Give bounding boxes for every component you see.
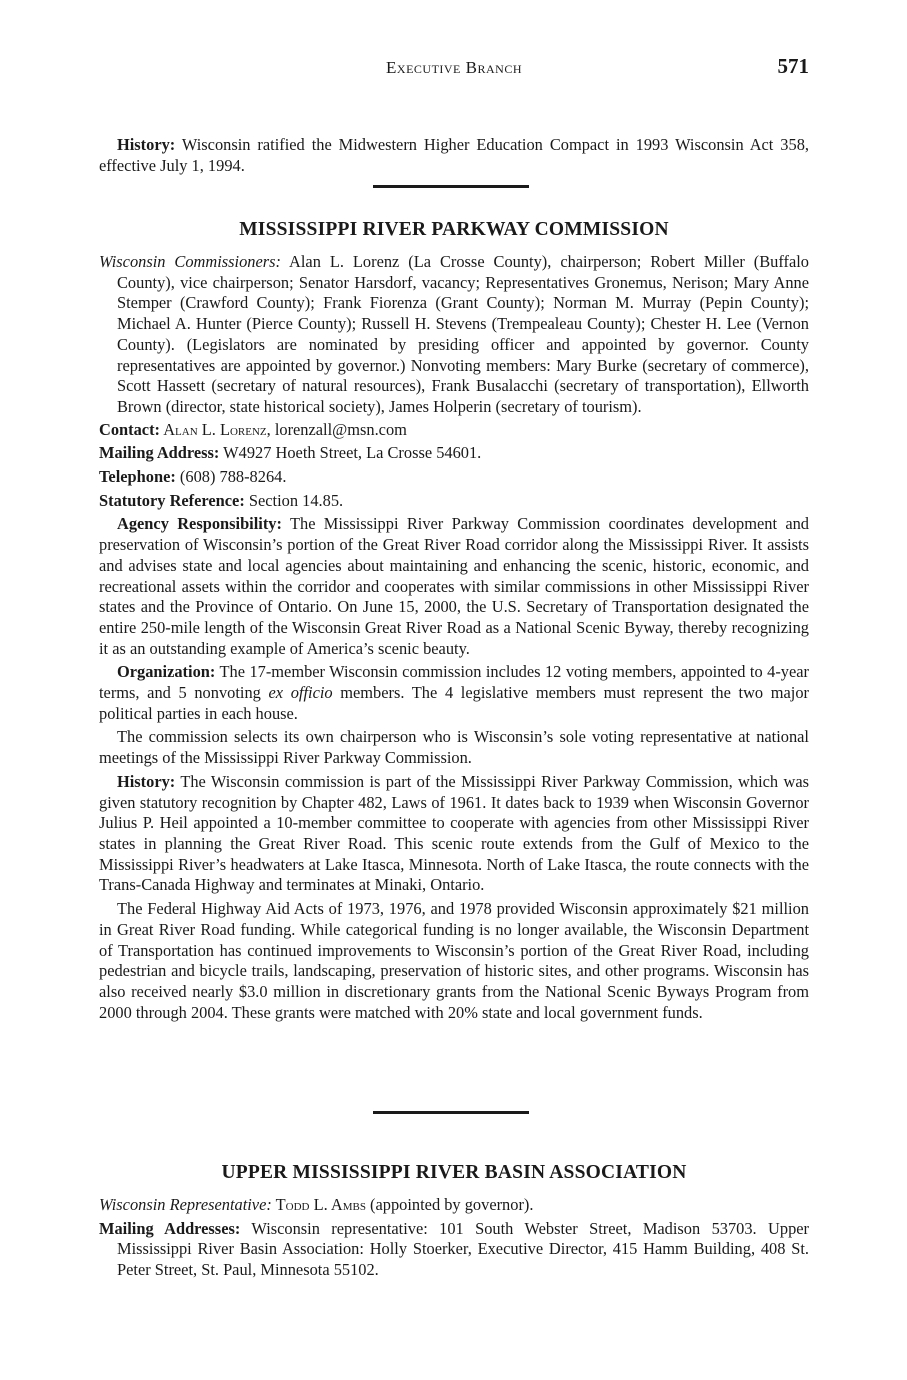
history-paragraph (99, 772, 809, 896)
contact-line (99, 420, 809, 441)
organization-italic: ex officio (268, 683, 333, 703)
telephone-text: (608) 788-8264. (175, 467, 287, 487)
commissioners-label: Wisconsin Commissioners: (99, 252, 281, 271)
running-title: Executive Branch (386, 58, 522, 77)
statutory-text: Section 14.85. (244, 490, 344, 510)
representative-name: Todd L. Ambs (271, 1195, 366, 1214)
compact-history-paragraph (99, 135, 809, 176)
representative-label: Wisconsin Representative: (99, 1195, 272, 1214)
umrba-section (99, 1195, 809, 1281)
organization-text-2: members. The 4 legislative members must represent the two major political parties in each house. (99, 683, 809, 723)
statutory-label: Statutory Reference: (99, 490, 245, 510)
agency-label: Agency Responsibility: (117, 514, 282, 534)
representative-line (99, 1195, 809, 1216)
umrba-mailing-text: Wisconsin representative: 101 South Webster Street, Madison 53703. Upper Mississippi River Basin Association: Holly Stoerker, Executive Director, 415 Hamm Building, 408 St. Peter Street, St. Paul, Minnesota 55102. (117, 1218, 809, 1280)
agency-responsibility-paragraph (99, 514, 809, 659)
telephone-label: Telephone: (99, 467, 176, 487)
telephone-line (99, 467, 809, 488)
section-divider-2 (373, 1111, 529, 1114)
organization-label: Organization: (117, 662, 216, 682)
mailing-address-line (99, 443, 809, 464)
organization-paragraph (99, 662, 809, 724)
section-divider (373, 185, 529, 188)
chairperson-paragraph: The commission selects its own chairperson who is Wisconsin’s sole voting representative at national meetings of the Mississippi River Parkway Commission. (99, 727, 809, 768)
section-heading-mrpc: MISSISSIPPI RIVER PARKWAY COMMISSION (239, 219, 669, 240)
funding-paragraph: The Federal Highway Aid Acts of 1973, 1976, and 1978 provided Wisconsin approximately $21 million in Great River Road funding. While categorical funding is no longer available, the Wisconsin Department of Transportation has continued improvements to Wisconsin’s portion of the Great River Road, including pedestrian and bicycle trails, landscaping, preservation of historic sites, and other programs. Wisconsin has also received nearly $3.0 million in discretionary grants from the National Scenic Byways Program from 2000 through 2004. These grants were matched with 20% state and local government funds. (99, 899, 809, 1022)
commissioners-text: Alan L. Lorenz (La Crosse County), chairperson; Robert Miller (Buffalo County), vice chairperson; Senator Harsdorf, vacancy; Representatives Gronemus, Nerison; Mary Anne Stemper (Crawford County); Frank Fiorenza (Grant County); Norman M. Murray (Pepin County); Michael A. Hunter (Pierce County); Russell H. Stevens (Trempealeau County); Chester H. Lee (Vernon County). (Legislators are nominated by presiding officer and appointed by governor. County representatives are appointed by governor.) Nonvoting members: Mary Burke (secretary of commerce), Scott Hassett (secretary of natural resources), Frank Busalacchi (secretary of transportation), Ellworth Brown (director, state historical society), James Holperin (secretary of tourism). (117, 252, 809, 416)
section-heading-umrba: UPPER MISSISSIPPI RIVER BASIN ASSOCIATION (221, 1162, 687, 1183)
mrpc-history-label: History: (117, 771, 176, 791)
umrba-mailing-label: Mailing Addresses: (99, 1218, 241, 1238)
statutory-reference-line (99, 491, 809, 512)
page-number: 571 (777, 54, 809, 78)
contact-email[interactable]: , lorenzall@msn.com (266, 419, 407, 439)
organization-text-1: The 17-member Wisconsin commission includes 12 voting members, appointed to 4-year terms, and 5 nonvoting (99, 662, 809, 703)
history-label: History: (117, 135, 176, 154)
mrpc-section (99, 252, 809, 1023)
agency-text: The Mississippi River Parkway Commission coordinates development and preservation of Wisconsin’s portion of the Great River Road corridor along the Mississippi River. It assists and advises state and local agencies about maintaining and enhancing the scenic, historic, economic, and recreational assets within the corridor and cooperates with similar commissions in other Mississippi River states and the Province of Ontario. On June 15, 2000, the U.S. Secretary of Transportation designated the entire 250-mile length of the Wisconsin Great River Road as a National Scenic Byway, thereby recognizing it as an outstanding example of America’s scenic beauty. (99, 514, 809, 658)
running-header (99, 56, 809, 82)
mailing-addresses-paragraph (99, 1219, 809, 1281)
mailing-text: W4927 Hoeth Street, La Crosse 54601. (219, 443, 482, 463)
history-text: Wisconsin ratified the Midwestern Higher Education Compact in 1993 Wisconsin Act 358, effective July 1, 1994. (99, 135, 809, 175)
representative-note: (appointed by governor). (365, 1195, 534, 1214)
contact-label: Contact: (99, 419, 160, 439)
commissioners-paragraph (99, 252, 809, 418)
mrpc-history-text: The Wisconsin commission is part of the Mississippi River Parkway Commission, which was given statutory recognition by Chapter 482, Laws of 1961. It dates back to 1939 when Wisconsin Governor Julius P. Heil appointed a 10-member committee to cooperate with agencies from other Mississippi River states in planning the Great River Road. This scenic route extends from the Gulf of Mexico to the Mississippi River’s headwaters at Lake Itasca, Minnesota. North of Lake Itasca, the route connects with the Trans-Canada Highway and terminates at Minaki, Ontario. (99, 771, 809, 895)
contact-name: Alan L. Lorenz (160, 419, 267, 439)
mailing-label: Mailing Address: (99, 443, 220, 463)
